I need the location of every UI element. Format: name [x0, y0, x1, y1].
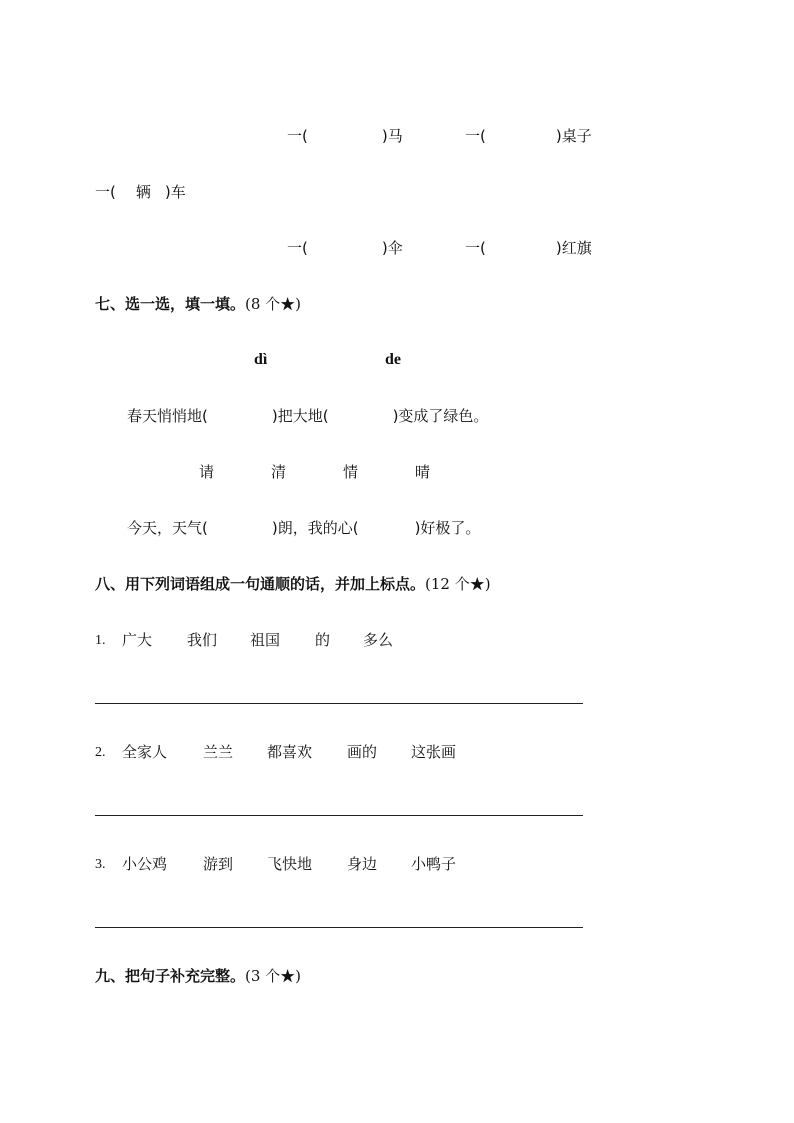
word-chip: 我们	[187, 631, 218, 649]
measure-prefix: 一(	[465, 239, 486, 257]
measure-prefix: 一(	[287, 239, 308, 257]
word-chip: 小鸭子	[411, 855, 457, 873]
word-chip: 飞快地	[267, 855, 313, 873]
sentence-part: 春天悄悄地(	[127, 407, 208, 425]
measure-suffix: )红旗	[555, 239, 592, 257]
item-number: 1.	[95, 633, 106, 648]
measure-suffix: )车	[164, 183, 186, 201]
section8-heading	[95, 577, 491, 592]
measure-flag	[465, 241, 592, 256]
measure-suffix: )伞	[381, 239, 403, 257]
word-chip: 广大	[122, 631, 153, 649]
measure-horse	[287, 129, 403, 144]
char-option-qing4: 晴	[415, 463, 431, 481]
answer-line-3[interactable]	[95, 927, 583, 928]
answer-line-1[interactable]	[95, 703, 583, 704]
char-option-qing3: 情	[343, 463, 359, 481]
word-chip: 全家人	[122, 743, 168, 761]
char-option-qing1: 请	[199, 463, 215, 481]
word-chip: 祖国	[250, 631, 281, 649]
measure-table	[465, 129, 592, 144]
measure-prefix: 一(	[287, 127, 308, 145]
word-chip: 画的	[347, 743, 378, 761]
measure-prefix: 一(	[465, 127, 486, 145]
sentence-part: 今天，天气(	[127, 519, 208, 537]
measure-prefix: 一(	[95, 183, 116, 201]
measure-suffix: )马	[381, 127, 403, 145]
measure-umbrella	[287, 241, 403, 256]
item-number: 3.	[95, 857, 106, 872]
sentence-part: )朗，我的心(	[271, 519, 359, 537]
sentence-part: )把大地(	[271, 407, 329, 425]
sentence-part: )变成了绿色。	[392, 407, 489, 425]
measure-car	[95, 185, 186, 200]
char-option-qing2: 清	[271, 463, 287, 481]
sentence-part: )好极了。	[414, 519, 481, 537]
word-chip: 多么	[363, 631, 394, 649]
sentence-spring	[127, 409, 488, 424]
section7-title: 七、选一选，填一填。	[95, 295, 246, 313]
section9-note: (3 个★)	[245, 967, 302, 985]
pinyin-option-de: de	[385, 351, 401, 368]
section7-note: (8 个★)	[245, 295, 302, 313]
word-chip: 兰兰	[203, 743, 234, 761]
word-chip: 都喜欢	[267, 743, 313, 761]
pinyin-option-di: dì	[254, 351, 268, 368]
measure-suffix: )桌子	[555, 127, 592, 145]
word-chip: 小公鸡	[122, 855, 168, 873]
word-chip: 游到	[203, 855, 234, 873]
item-number: 2.	[95, 745, 106, 760]
answer-line-2[interactable]	[95, 815, 583, 816]
section9-title: 九、把句子补充完整。	[95, 967, 246, 985]
section8-note: (12 个★)	[425, 575, 491, 593]
section9-heading	[95, 969, 301, 984]
word-chip: 这张画	[411, 743, 457, 761]
word-chip: 的	[315, 631, 331, 649]
section8-title: 八、用下列词语组成一句通顺的话，并加上标点。	[95, 575, 426, 593]
section7-heading	[95, 297, 301, 312]
answer-car: 辆	[135, 183, 151, 201]
word-chip: 身边	[347, 855, 378, 873]
sentence-weather	[127, 521, 480, 536]
